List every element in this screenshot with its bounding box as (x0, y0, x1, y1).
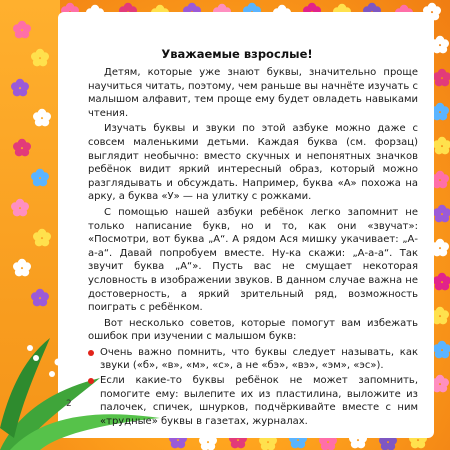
paragraph: Вот несколько советов, которые помогут вам избежать ошибок при изучении с малышом букв: (88, 317, 418, 343)
bullet-dot-icon (88, 350, 94, 356)
bullet-text: Если какие-то буквы ребёнок не может запомнить, помогите ему: вылепите их из пластилина, выложите из палочек, спичек, шнурков, подчёркивайте вместе с ним «трудные» буквы в газетах, журналах. (100, 375, 418, 427)
page-title: Уважаемые взрослые! (161, 47, 313, 61)
bullet-item (88, 374, 418, 428)
bullet-item (88, 346, 418, 373)
paragraph: Детям, которые уже знают буквы, значительно проще научиться читать, поэтому, чем раньше вы начнёте изучать с малышом алфавит, тем проще ему будет овладеть навыками чтения. (88, 67, 418, 119)
page-number: 2 (66, 399, 72, 409)
bullet-dot-icon (88, 378, 94, 384)
bullet-text: Очень важно помнить, что буквы следует называть, как звуки («б», «в», «м», «с», а не «бэ», «вэ», «эм», «эс»). (100, 346, 418, 372)
body-text (88, 66, 418, 429)
paragraph: Изучать буквы и звуки по этой азбуке можно даже с совсем маленькими детьми. Каждая буква (см. форзац) выглядит необычно: вместо скучных и непонятных значков ребёнок видит яркий интересный образ, который можно разглядывать и обсуждать. Например, буква «А» похожа на арку, а буква «У» — на улитку с рожками. (88, 123, 418, 203)
paragraph: С помощью нашей азбуки ребёнок легко запомнит не только написание букв, но и то, как они «звучат»: «Посмотри, вот буква „А“. А рядом Ася мишку укачивает: „А-а-а“. Давай попробуем вместе. Ну-ка скажи: „А-а-а“. Так звучит буква „А“». Пусть вас не смущает некоторая условность в изображении звуков. В данном случае важна не достоверность, а яркий зрительный ряд, возможность поиграть с ребёнком. (88, 206, 418, 314)
